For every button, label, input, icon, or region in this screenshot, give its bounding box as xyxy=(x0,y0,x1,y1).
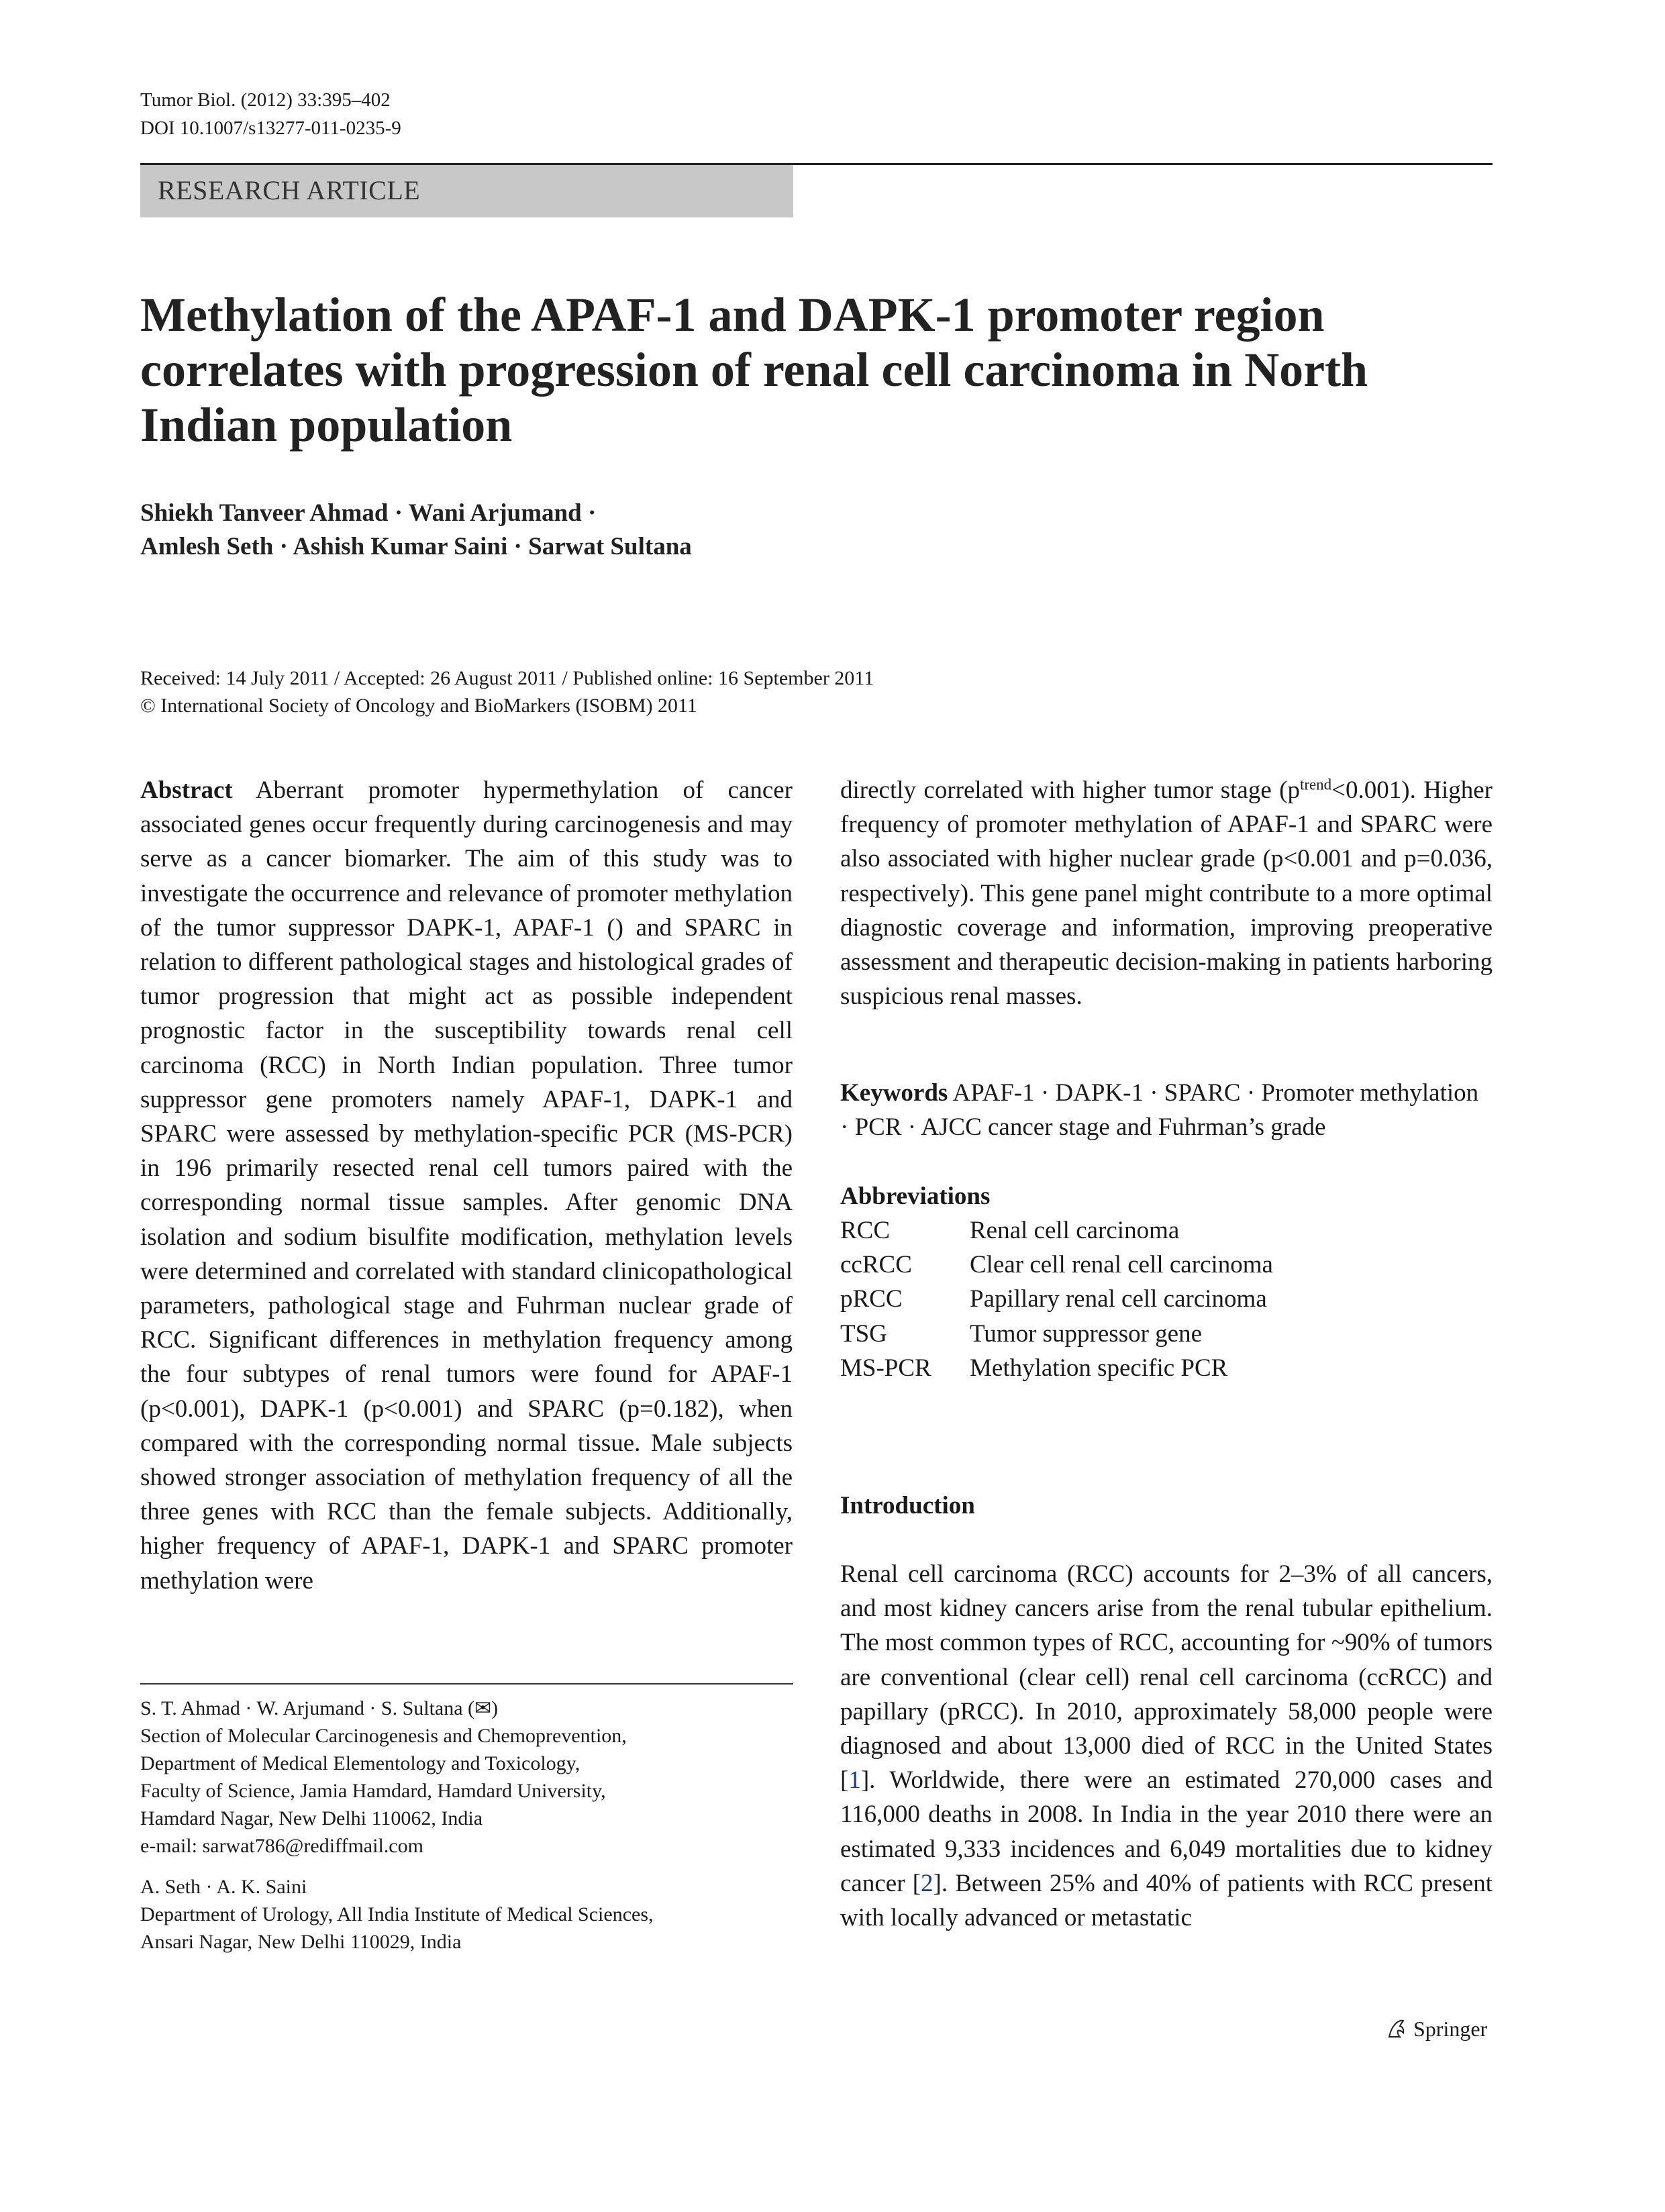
keywords-heading: Keywords xyxy=(840,1079,948,1107)
publisher-logo xyxy=(1384,2015,1487,2042)
author-separator: · xyxy=(513,533,522,560)
abstract-heading: Abstract xyxy=(140,776,233,804)
title-line: correlates with progression of renal cell carcinoma in North xyxy=(140,343,1368,397)
abbreviation-definition: Clear cell renal cell carcinoma xyxy=(970,1251,1273,1279)
affiliation-names: S. T. Ahmad · W. Arjumand · S. Sultana (✉) xyxy=(140,1697,499,1719)
citation-link[interactable]: 2 xyxy=(921,1869,934,1897)
affiliation-line: Section of Molecular Carcinogenesis and Chemoprevention, xyxy=(140,1725,627,1747)
affiliation-group-1 xyxy=(140,1695,811,1860)
affiliation-email[interactable]: e-mail: sarwat786@rediffmail.com xyxy=(140,1835,423,1857)
intro-text: ]. Between 25% and 40% of patients with RCC present with locally advanced or metastatic xyxy=(840,1869,1493,1932)
introduction-heading: Introduction xyxy=(840,1492,975,1519)
history-dates: Received: 14 July 2011 / Accepted: 26 August 2011 / Published online: 16 September 2011 xyxy=(140,667,874,689)
abstract-text-cont: directly correlated with higher tumor stage (p xyxy=(840,776,1300,804)
abbreviation-row xyxy=(840,1317,1273,1351)
abbreviation: MS-PCR xyxy=(840,1354,931,1382)
intro-text: Renal cell carcinoma (RCC) accounts for 2–3% of all cancers, and most kidney cancers arise from the renal tubular epithelium. The most common types of RCC, accounting for ~90% of tumors are conventional (clear cell) renal cell carcinoma (ccRCC) and papillary (pRCC). In 2010, approximately 58,000 people were diagnosed and about 13,000 died of RCC in the United States [ xyxy=(840,1560,1493,1795)
affiliation-line: Faculty of Science, Jamia Hamdard, Hamdard University, xyxy=(140,1780,606,1802)
doi: DOI 10.1007/s13277-011-0235-9 xyxy=(140,117,401,139)
abbreviation-row xyxy=(840,1282,1273,1316)
title-line: Methylation of the APAF-1 and DAPK-1 promoter region xyxy=(140,288,1325,342)
trend-superscript: trend xyxy=(1299,776,1332,793)
affiliation-line: Department of Medical Elementology and Toxicology, xyxy=(140,1752,581,1774)
abbreviation-definition: Papillary renal cell carcinoma xyxy=(970,1285,1267,1313)
journal-citation: Tumor Biol. (2012) 33:395–402 xyxy=(140,89,391,111)
abbreviation: pRCC xyxy=(840,1285,903,1313)
paper-title xyxy=(140,287,1482,452)
author-list xyxy=(140,497,1147,564)
intro-text: ]. Worldwide, there were an estimated 270,000 cases and 116,000 deaths in 2008. In India in the year 2010 there were an estimated 9,333 incidences and 6,049 mortalities due to kidney cancer [ xyxy=(840,1766,1493,1897)
abbreviation-definition: Tumor suppressor gene xyxy=(970,1319,1203,1348)
author-separator: · xyxy=(394,499,403,527)
author-name: Sarwat Sultana xyxy=(528,533,692,560)
keywords xyxy=(840,1076,1493,1144)
abbreviation-definition: Methylation specific PCR xyxy=(970,1354,1228,1382)
citation-link[interactable]: 1 xyxy=(848,1766,861,1795)
publication-dates xyxy=(140,664,874,719)
abstract-text: Aberrant promoter hypermethylation of cancer associated genes occur frequently during carcinogenesis and may serve as a cancer biomarker. The aim of this study was to investigate the occurrence and relevance of promoter methylation of the tumor suppressor DAPK-1, APAF-1 () and SPARC in relation to different pathological stages and histological grades of tumor progression that might act as possible independent prognostic factor in the susceptibility towards renal cell carcinoma (RCC) in North Indian population. Three tumor suppressor gene promoters namely APAF-1, DAPK-1 and SPARC were assessed by methylation-specific PCR (MS-PCR) in 196 primarily resected renal cell tumors paired with the corresponding normal tissue samples. After genomic DNA isolation and sodium bisulfite modification, methylation levels were determined and correlated with standard clinicopathological parameters, pathological stage and Fuhrman nuclear grade of RCC. Significant differences in methylation frequency among the four subtypes of renal tumors were found for APAF-1 (p<0.001), DAPK-1 (p<0.001) and SPARC (p=0.182), when compared with the corresponding normal tissue. Male subjects showed stronger association of methylation frequency of all the three genes with RCC than the female subjects. Additionally, higher frequency of APAF-1, DAPK-1 and SPARC promoter methylation were xyxy=(140,776,793,1595)
abstract-left xyxy=(140,773,793,1598)
affiliation-line: Hamdard Nagar, New Delhi 110062, India xyxy=(140,1807,483,1829)
author-name: Amlesh Seth xyxy=(140,533,274,560)
affiliation-group-2 xyxy=(140,1873,811,1956)
publisher-name: Springer xyxy=(1413,2017,1488,2041)
introduction-body xyxy=(840,1557,1493,1935)
article-type-band xyxy=(140,165,793,217)
abbreviation-row xyxy=(840,1351,1273,1385)
title-line: Indian population xyxy=(140,398,513,452)
author-separator: · xyxy=(587,499,597,527)
abbreviation: TSG xyxy=(840,1319,887,1348)
abbreviation: ccRCC xyxy=(840,1251,912,1279)
abbreviation: RCC xyxy=(840,1217,891,1244)
abbreviations-table xyxy=(840,1213,1273,1385)
abstract-text-cont-b: <0.001). Higher frequency of promoter methylation of APAF-1 and SPARC were also associated with higher nuclear grade (p<0.001 and p=0.036, respectively). This gene panel might contribute to a more optimal diagnostic coverage and information, improving preoperative assessment and therapeutic decision-making in patients harboring suspicious renal masses. xyxy=(840,776,1493,1011)
abbreviation-definition: Renal cell carcinoma xyxy=(970,1217,1180,1244)
author-name: Ashish Kumar Saini xyxy=(293,533,508,560)
copyright: © International Society of Oncology and BioMarkers (ISOBM) 2011 xyxy=(140,695,697,717)
keywords-text: APAF-1 · DAPK-1 · SPARC · Promoter methylation · PCR · AJCC cancer stage and Fuhrman’s grade xyxy=(840,1079,1479,1141)
abbreviations-heading: Abbreviations xyxy=(840,1183,991,1210)
affiliation-line: Department of Urology, All India Institute of Medical Sciences, xyxy=(140,1903,654,1925)
springer-horse-icon xyxy=(1384,2017,1408,2041)
affiliation-names: A. Seth · A. K. Saini xyxy=(140,1876,307,1898)
abstract-right xyxy=(840,773,1493,1013)
author-name: Shiekh Tanveer Ahmad xyxy=(140,499,389,527)
abbreviation-row xyxy=(840,1213,1273,1248)
author-name: Wani Arjumand xyxy=(408,499,582,527)
affiliation-line: Ansari Nagar, New Delhi 110029, India xyxy=(140,1931,462,1953)
article-type: RESEARCH ARTICLE xyxy=(158,175,421,205)
affiliation-rule xyxy=(140,1683,793,1685)
author-separator: · xyxy=(279,533,288,560)
abbreviation-row xyxy=(840,1248,1273,1282)
